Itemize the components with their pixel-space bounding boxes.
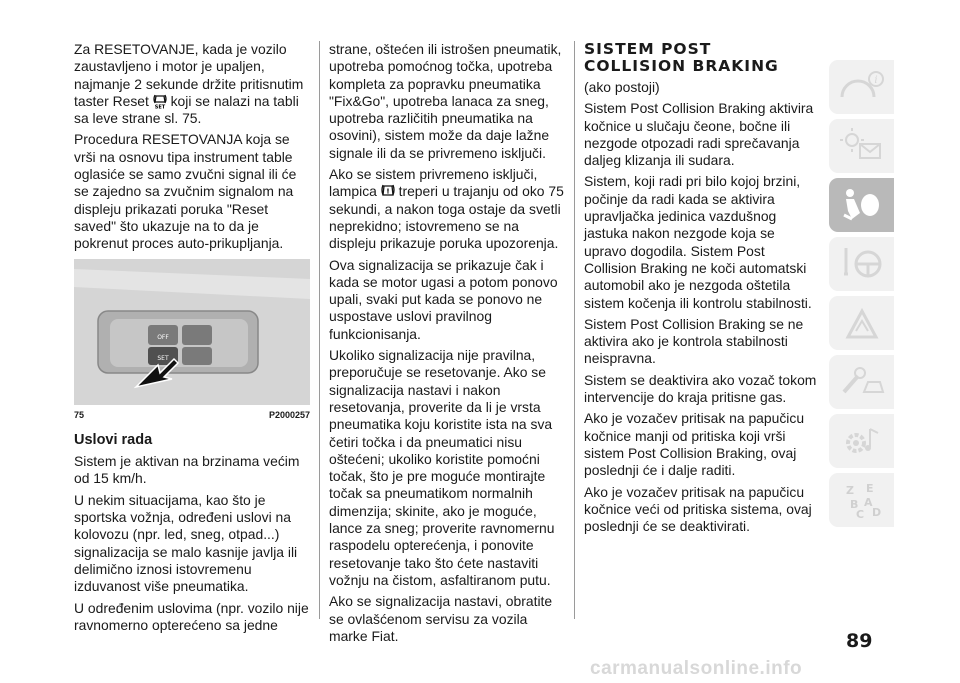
- text: treperi u trajanju od oko 75 sekundi, a nakon toga ostaje da svetli neprekidno; istovremeno se na displeju prikazuje poruka upozorenja.: [329, 183, 564, 252]
- dashboard-info-icon: [838, 67, 886, 107]
- tab-safety[interactable]: [829, 178, 894, 232]
- paragraph: Sistem je aktivan na brzinama većim od 15 km/h.: [74, 453, 300, 487]
- svg-text:E: E: [865, 482, 874, 495]
- paragraph: strane, oštećen ili istrošen pneumatik, upotreba pomoćnog točka, upotreba kompleta za popravku pneumatika "Fix&Go", upotreba lanaca za sneg, upotreba različitih pneumatika na osovini), sistem može da daje lažne signale ili da se privremeno isključi.: [329, 41, 562, 161]
- svg-text:i: i: [873, 75, 878, 86]
- paragraph: Ako je vozačev pritisak na papučicu kočnice veći od pritiska sistema, ovaj poslednji će se deaktivirati.: [584, 483, 812, 535]
- tpms-reset-icon: [153, 93, 167, 109]
- paragraph: Procedura RESETOVANJA koja se vrši na osnovu tipa instrument table oglasiće se samo zvučni signal ili će se zajedno sa zvučnim signalom na displeju prikazati poruka "Reset saved" što ukazuje na to da je pokrenut proces auto-prikupljanja.: [74, 131, 297, 252]
- svg-text:SET: SET: [154, 104, 165, 109]
- column-divider: [574, 41, 575, 619]
- warning-lights-icon: [838, 126, 886, 166]
- footer-watermark[interactable]: carmanualsonline.info: [590, 658, 803, 679]
- paragraph: [329, 166, 565, 252]
- airbag-safety-icon: [838, 185, 886, 225]
- title-line: SISTEM POST: [584, 40, 712, 58]
- figure-caption: [74, 407, 310, 424]
- paragraph: Sistem se deaktivira ako vozač tokom intervencije do kraja pritisne gas.: [584, 371, 817, 406]
- availability-note: (ako postoji): [584, 79, 660, 95]
- tab-dashboard[interactable]: [829, 60, 894, 114]
- text: koji se nalazi na tabli sa leve strane sl. 75.: [74, 92, 299, 127]
- chapter-tabs: [829, 60, 894, 532]
- tire-pressure-warning-icon: [381, 183, 395, 199]
- tab-warning-lights[interactable]: [829, 119, 894, 173]
- svg-text:C: C: [855, 508, 864, 520]
- svg-text:B: B: [849, 498, 858, 511]
- tab-starting-driving[interactable]: [829, 237, 894, 291]
- text: Ako se sistem privremeno isključi, lampica: [329, 166, 538, 200]
- paragraph: Ukoliko signalizacija nije pravilna, preporučuje se resetovanje. Ako se signalizacija nastavi i nakon resetovanja, proverite da li je vrsta pneumatika koju koristite ista na sva četiri točka i da pneumatici nisu oštećeni; ukoliko koristite pomoćni točak, što je pre moguće montirajte točak sa pneumatikom normalnih dimenzija; skinite, ako je moguće, lance za sneg; proverite ravnomernu raspodelu opterećenja, i ponovite resetovanje tako što ćete nastaviti vožnju na čistom, asfaltiranom putu.: [329, 347, 555, 588]
- title-line: COLLISION BRAKING: [584, 57, 779, 75]
- tab-emergency[interactable]: [829, 296, 894, 350]
- warning-triangle-icon: [838, 303, 886, 343]
- text: Za RESETOVANJE, kada je vozilo zaustavljeno i motor je upaljen, najmanje 2 sekunde držite pritisnutim taster Reset: [74, 41, 304, 109]
- page-number: 89: [846, 630, 873, 652]
- tab-maintenance[interactable]: [829, 355, 894, 409]
- column-3: [584, 41, 820, 539]
- svg-text:Z: Z: [845, 484, 854, 497]
- paragraph: Sistem Post Collision Braking aktivira kočnice u slučaju čeone, bočne ili nezgode otpozadi radi sprečavanja daljeg klizanja ili sudara.: [584, 100, 814, 169]
- figure-75: [74, 259, 310, 405]
- column-divider: [319, 41, 320, 619]
- tab-index[interactable]: [829, 473, 894, 527]
- column-1: [74, 41, 310, 638]
- dashboard-panel-illustration: [74, 259, 310, 405]
- svg-text:A: A: [863, 496, 873, 509]
- section-title: [584, 41, 820, 75]
- key-steering-icon: [838, 244, 886, 284]
- paragraph: Sistem, koji radi pri bilo kojoj brzini, počinje da radi kada se aktivira upravljačka jedinica vazdušnog jastuka nakon nezgode koja se upravo dogodila. Sistem Post Collision Braking ne koči automatski automobil ako je nezgoda oštetila sistem kočenja ili kontrolu stabilnosti.: [584, 173, 812, 311]
- paragraph: Ako se signalizacija nastavi, obratite se ovlašćenom servisu za vozila marke Fiat.: [329, 593, 553, 644]
- paragraph: Sistem Post Collision Braking se ne aktivira ako je kontrola stabilnosti neispravna.: [584, 315, 804, 367]
- button-off-label: OFF: [157, 333, 169, 341]
- figure-number: 75: [74, 409, 85, 420]
- paragraph: [74, 41, 310, 127]
- column-2: [329, 41, 565, 649]
- figure-code: P2000257: [268, 409, 310, 420]
- gear-media-icon: [838, 421, 886, 461]
- section-heading: Uslovi rada: [74, 431, 153, 448]
- button-set-label: SET: [157, 354, 169, 362]
- paragraph: U određenim uslovima (npr. vozilo nije ravnomerno opterećeno sa jedne: [74, 599, 309, 633]
- svg-text:D: D: [871, 506, 881, 519]
- paragraph: Ova signalizacija se prikazuje čak i kada se motor ugasi a potom ponovo upali, svaki put kada se ponovo ne uspostave uslovi pravilnog funkcionisanja.: [329, 256, 558, 342]
- svg-text:!: !: [386, 187, 390, 196]
- paragraph: U nekim situacijama, kao što je sportska vožnja, određeni uslovi na kolovozu (npr. led, sneg, otpad...) signalizacija se malo kasnije javlja ili delimično iznosi istovremenu izduvanost više pneumatika.: [74, 491, 298, 595]
- wrench-car-icon: [838, 362, 886, 402]
- tab-technical-data[interactable]: [829, 414, 894, 468]
- paragraph: Ako je vozačev pritisak na papučicu kočnice manji od pritiska koji vrši sistem Post Collision Braking, ovaj poslednji će i dalje raditi.: [584, 410, 805, 479]
- index-letters-icon: [838, 480, 886, 520]
